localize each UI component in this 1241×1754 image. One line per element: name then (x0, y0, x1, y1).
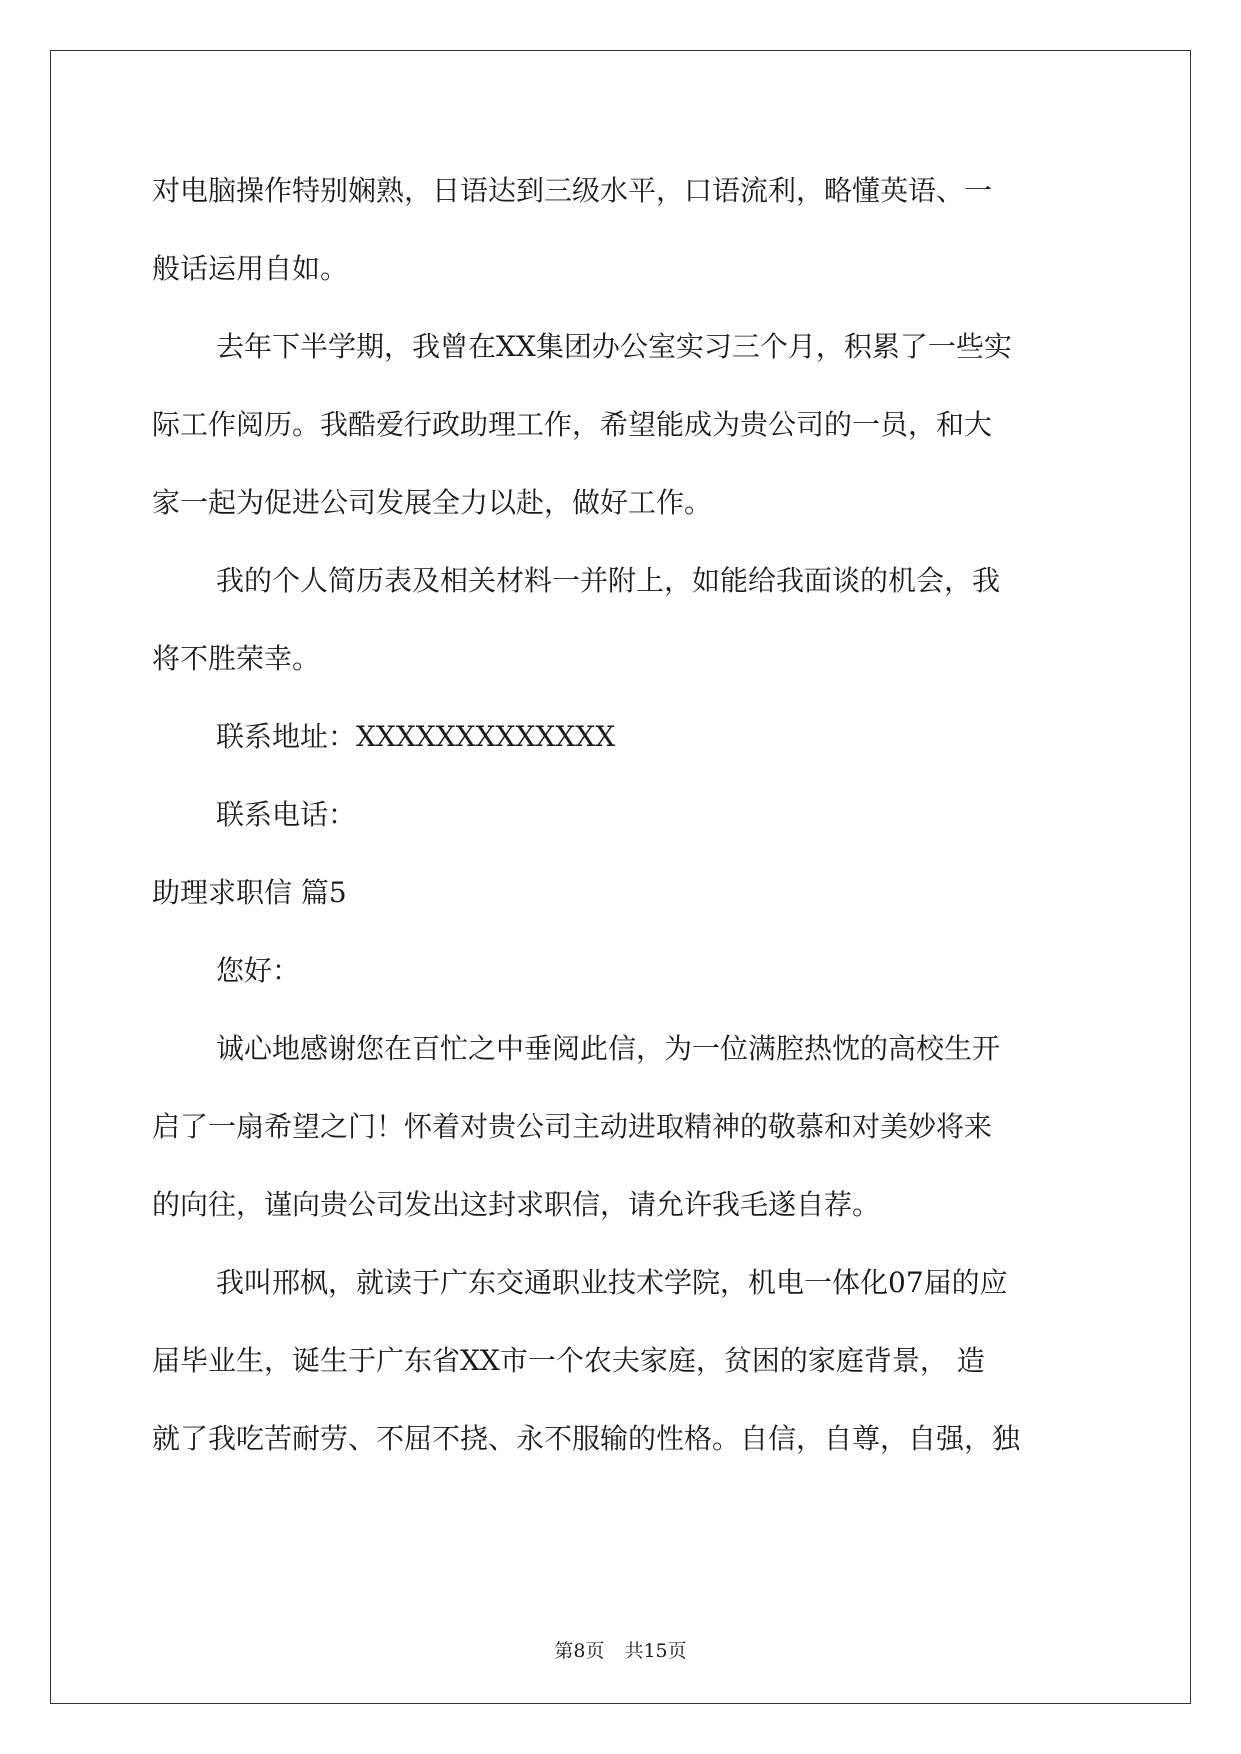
text-line: 届毕业生，诞生于广东省XX市一个农夫家庭，贫困的家庭背景， 造 (152, 1344, 985, 1377)
text-line: 就了我吃苦耐劳、不屈不挠、永不服输的性格。自信，自尊，自强，独 (152, 1422, 1021, 1455)
text-line: 家一起为促进公司发展全力以赴，做好工作。 (152, 486, 713, 519)
text-line: 对电脑操作特别娴熟，日语达到三级水平，口语流利，略懂英语、一 (152, 174, 993, 207)
text-line: 诚心地感谢您在百忙之中垂阅此信，为一位满腔热忱的高校生开 (216, 1032, 1001, 1065)
contact-phone: 联系电话： (216, 798, 357, 831)
text-line: 的向往，谨向贵公司发出这封求职信，请允许我毛遂自荐。 (152, 1188, 881, 1221)
page-total: 共15页 (624, 1640, 687, 1662)
text-line: 去年下半学期，我曾在XX集团办公室实习三个月，积累了一些实 (216, 330, 1012, 363)
text-line: 般话运用自如。 (152, 252, 349, 285)
text-line: 将不胜荣幸。 (152, 642, 321, 675)
document-body (152, 152, 1092, 1478)
text-line: 我叫邢枫，就读于广东交通职业技术学院，机电一体化07届的应 (216, 1266, 1008, 1299)
text-line: 我的个人简历表及相关材料一并附上，如能给我面谈的机会，我 (216, 564, 1001, 597)
page-footer (0, 1636, 1241, 1663)
text-line: 际工作阅历。我酷爱行政助理工作，希望能成为贵公司的一员，和大 (152, 408, 993, 441)
page-number: 第8页 (554, 1640, 605, 1662)
section-heading: 助理求职信 篇5 (152, 876, 347, 909)
contact-address: 联系地址：XXXXXXXXXXXXX (216, 720, 616, 753)
salutation: 您好： (216, 954, 301, 987)
text-line: 启了一扇希望之门！怀着对贵公司主动进取精神的敬慕和对美妙将来 (152, 1110, 993, 1143)
